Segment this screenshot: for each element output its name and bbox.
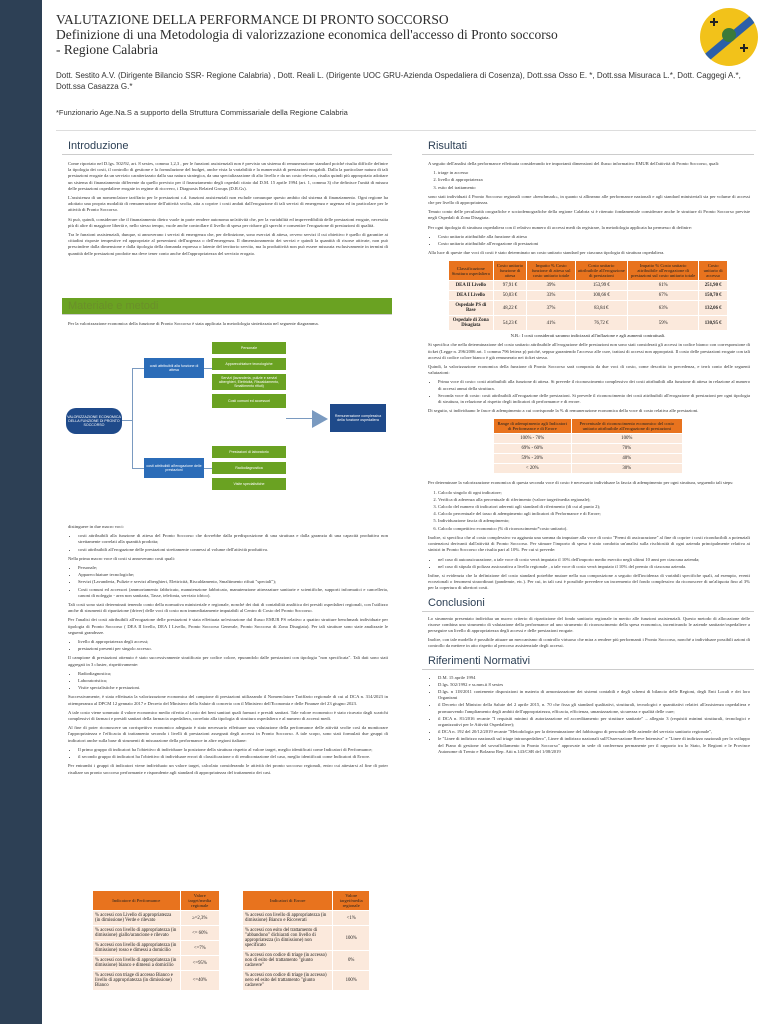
list-item: • Prima voce di costo: costi attribuibili alla funzione di attesa. Si prevede il riconoscimento complessivo dei costi attribuibili alla funzione di attesa in relazione al numero di accessi annui della struttura. <box>438 379 750 391</box>
list-item: • nel caso di autoassicurazione, a tale voce di costo verrà imputato il 10% dell'importo medio esercito negli ultimi 10 anni per ciascuna azienda; <box>438 557 750 563</box>
table-row: DEA I Livello 50,03 € 33% 100,66 € 67% 150,70 € <box>449 291 728 301</box>
evals-list <box>438 379 750 405</box>
cost-table-note: N.B.: I costi considerati saranno indicizzati all'inflazione e agli aumenti contrattuali. <box>510 333 666 339</box>
insurance-list <box>438 557 750 570</box>
table-row: % accessi con livello di appropriatezza (in dimissione) giallo/arancione e rilevato <= 60% <box>93 926 220 941</box>
methods-intro <box>62 315 392 327</box>
methods-p5: Per l'analisi dei costi attribuibili all'erogazione delle prestazioni è stata effettuata un'estrazione dal flusso EMUR PS relativo a quattro strutture benchmark individuate per tipologia di Pronto Soccorso ( DEA II livello, DEA I Livello, Pronto Soccorso Generale, Pronto Soccorso di Zona Disagiata). Per tali strutture sono state analizzate le seguenti grandezze. <box>68 617 388 635</box>
diagram-connector <box>122 420 132 421</box>
list-item: • Costi comuni ed accessori (ammortamento fabbricato, manutenzione fabbricato, manutenzione attrezzature sanitarie e scientifiche, supporti informatici e cancelleria, canoni di noleggio - area non sanitaria, Tasse, telefonia, servizio idrico). <box>78 587 388 599</box>
header-divider <box>56 130 756 131</box>
perf-header-target: Valore target/media regionale <box>180 891 219 911</box>
list-item: • il Decreto del Ministro della Salute del 2 aprile 2015, n. 70 che fissa gli standard qualitativi, strutturali, tecnologici e quantitativi relativi all'assistenza ospedaliera e promuovendo l'ampliamento degli ambiti dell'appropriatezza, efficacia, efficienza, umanizzazione, sicurezza e qualità delle cure; <box>438 702 750 714</box>
diagram-visite: Visite specialistiche <box>212 478 286 490</box>
cost-header: Costo unitario attribuibile all'erogazione di prestazioni <box>575 261 627 281</box>
list-item: • Radiodiagnostica; <box>78 671 388 677</box>
results-p3: Tenuto conto delle peculiarità orografiche e sociodemografiche della regione Calabria si è ritenuto fondamentale considerare anche le strutture di Pronto Soccorso previste negli Ospedali di Zona Disagiata. <box>428 209 750 221</box>
list-item: • D.M. 15 aprile 1994 <box>438 675 750 681</box>
methods-p2: distinguere in due macro voci: <box>68 524 124 529</box>
results-p2: sono stati individuati 4 Pronto Soccorso regionali come «benchmark», in quanto si allineano alle performance nazionali e agli standard ministeriali sia per volume di accessi che per livello di appropriatezza. <box>428 193 750 206</box>
list-item: 3. esito del trattamento <box>438 185 750 191</box>
results-p9: Per determinare la valorizzazione economica di questa seconda voce di costo è necessario individuare la fascia di adempimento per ogni struttura, seguendo tali steps: <box>428 480 734 486</box>
results-section <box>422 138 754 758</box>
table-row: % accessi con triage di accesso Bianco e livello di appropriatezza (in dimissione) Bianco <=40% <box>93 971 220 991</box>
conclusions-p2: Inoltre, con tale modello è possibile attuare un meccanismo di controllo virtuoso che mira a rendere più performanti i Pronto Soccorso, nonché a individuare possibili azioni di controllo da mettere in atto rispetto al percorso assistenziale degli accessi. <box>428 637 750 649</box>
cost-header: Impatto % Costo unitario attribuibile all'erogazione di prestazioni sul costo unitario totale <box>628 261 699 281</box>
methods-section <box>62 298 392 988</box>
results-p8: Di seguito, si individuano le fasce di adempimento a cui corrisponde la % di remunerazione economica della voce di costo relativa alle prestazioni. <box>428 408 699 414</box>
poster-title-line3: - Regione Calabria <box>56 42 158 57</box>
methods-p7: Successivamente, è stata effettuata la valorizzazione economica del campione di prestazioni utilizzando il Nomenclatore Tariffario regionale di cui al DCA n. 314/2023 in ottemperanza al DPCM 12 gennaio 2017 e Decreto del Ministero della Salute di concerto con il Ministero dell'Economia e delle Finanze del 23 giugno 2023. <box>68 694 388 706</box>
list-item: • Laboratoristica; <box>78 678 388 684</box>
defs-list <box>438 234 750 247</box>
list-item: • livello di appropriatezza degli accessi; <box>78 639 388 645</box>
diagram-laboratorio: Prestazioni di laboratorio <box>212 446 286 458</box>
cost-header: Costo unitario funzione di attesa <box>493 261 527 281</box>
list-item: 5. Individuazione fascia di adempimento; <box>438 518 750 524</box>
results-p6: Si specifica che nella determinazione del costo unitario attribuibile all'erogazione delle prestazioni non sono stati considerati gli accessi in codice bianco con corresponsione di ticket (Legge n. 296/2006 art. 1 comma 796 lettera p) poiché, seppur garantendo l'accesso alle cure, trattasi di accessi non appropriati. Il costo delle prestazioni erogate con tali accessi di codice colore bianco è già remunerato nei ticket stesso. <box>428 342 750 360</box>
cost-header: Impatto % Costo funzione di attesa sul costo unitario totale <box>527 261 575 281</box>
intro-p2: L'assistenza di un nomenclatore tariffario per le prestazioni c.d. funzioni assistenziali non esclude comunque questo ambito dal sistema di finanziamento. Ogni regione ha adottato una propria modalità di remunerazione dell'attività svolta, atta a coprire i costi andati dall'erogazione di tali servizi di emergenza e urgenza ed in particolare per le attività di Pronto Soccorso. <box>68 195 388 213</box>
band-table <box>493 418 683 474</box>
table-row: Ospedale PS di Base 48,22 € 37% 83,84 € 63% 132,06 € <box>449 301 728 316</box>
list-item: 6. Calcolo competitivo economico (% di riconoscimento*costo unitario). <box>438 526 750 532</box>
performance-indicators-table <box>92 890 220 991</box>
methods-p6: Il campione di prestazioni ottenuto è stato successivamente stratificato per codice colore, epurandolo dalle prestazioni con tipologia "non specificata". Tali dati sono stati aggregati in 3 cluster, rispettivamente: <box>68 655 388 667</box>
list-item: • prestazioni presenti per singolo accesso. <box>78 646 388 652</box>
intro-p1: Come riportato nel D.lgs. 502/92, art. 8 sexies, comma 1,2,3 , per le funzioni assistenziali non è previsto un sistema di remunerazione standard poiché risulta difficile definire la tipologia dei costi, il controllo di gestione e la formulazione del budget, anche vista la variabilità e la numerosità di prestazioni erogabili. Dalla la particolare natura di tali prestazioni erogate da un servizio caratterizzato dalla sua natura strategica, da una specializzazione di alto livello e da un costo elevato, risulta quindi più appropriato adottare un sistema di finanziamento differente da quello previsto per il finanziamento degli ospedali citato dal D.M. 15 aprile 1994 (art. 1, comma 3) che definisce l'unità di misura delle prestazioni ospedaliere erogate in regime di ricovero, i Diagnosis Related Groups (D.R.Gs). <box>68 161 388 191</box>
table-row: 100% - 70% 100% <box>494 434 683 444</box>
list-item: 1. triage in accesso <box>438 170 750 176</box>
band-header: Range di adempimento agli Indicatori di Performance e di Errore <box>494 419 572 434</box>
table-row: DEA II Livello 97,91 € 39% 153,99 € 61% 251,90 € <box>449 281 728 291</box>
methods-p10: Per entrambi i gruppi di indicatori viene individuato un valore target, calcolato considerando le attività dei pronto soccorso regionali, entro cui attestarsi al fine di poter risultare un pronto soccorso performante e rispondente agli standard di appropriatezza del trattamento dei casi. <box>68 763 388 775</box>
list-item: • le "Linee di indirizzo nazionali sul triage intraospedaliero", Linee di indirizzo nazionali sull'Osservazione Breve Intensiva" e "Linee di indirizzo nazionali per lo sviluppo del Piano di gestione del sovraffollamento in Pronto Soccorso" approvate in sede di conferenza permanente per il rapporto tra lo Stato, le Regioni e le Province Autonome di Trento e Bolzano Rep. Atti n.143/CSR del 1/08/2019 <box>438 736 750 755</box>
poster-title-line2: Definizione di una Metodologia di valorizzazione economica dell'accesso di Pronto soccorso <box>56 27 558 42</box>
methods-p9: Al fine di poter riconoscere un corrispettivo economico adeguato è stato necessario effettuare una valutazione della performance delle attività svolte così da monitorare l'appropriatezza e l'efficacia di trattamento secondo i livelli di prestazioni assegnati degli accessi in Pronto Soccorso. A tale scopo, sono stati formulati due gruppi di indicatori anche sulla base di strumenti di misurazione della performance in altre regioni italiane: <box>68 725 388 743</box>
methods-p1: Per la valorizzazione economica della funzione di Pronto Soccorso è stata applicata la metodologia sintetizzata nel seguente diagramma. <box>68 321 319 326</box>
list-item: • costi attribuibili alla funzione di attesa del Pronto Soccorso che dovrebbe dalla predisposizione di una struttura e dalla garanzia di una capacità produttiva non strettamente correlati alla quantità prodotta; <box>78 533 388 545</box>
cost-header: Costo unitario di accesso <box>699 261 728 281</box>
table-row: % accessi con livello di appropriatezza (in dimissione) bianco e dimessi a domicilio <=95% <box>93 956 220 971</box>
results-p5: Alla luce di queste due voci di costi è stato determinato un costo unitario standard per ciascuna tipologia di struttura ospedaliera. <box>428 250 665 256</box>
results-p1: A seguito dell'analisi della performance effettuata considerando tre importanti dimensioni del flusso informativo EMUR dell'attività di Pronto Soccorso, quali: <box>428 161 720 166</box>
list-item: • Visite specialistiche e prestazioni. <box>78 685 388 691</box>
list-item: • il secondo gruppo di indicatori ha l'obiettivo di individuare errori di classificazione o di rendicontazione del caso, meglio identificati come Indicatori di Errore. <box>78 754 388 760</box>
list-item: • Apparecchiature tecnologiche; <box>78 572 388 578</box>
intro-p4: Tra le funzioni assistenziali, dunque, si annoverano i servizi di emergenza che, per definizione, sono esercizi di attesa, ovvero servizi il cui obiettivo è quello di garantire ai cittadini risposte tempestive ed appropriate al presentarsi dell'urgenza o dell'emergenza. Il dimensionamento dei servizi e quindi la quantità di risorse attivate, non può prescindere dalla dimensione e dalla tipologia della domanda espressa o latente del territorio servito, ma la produttività non può essere misurata esclusivamente in termini di quantità delle prestazioni prodotte ma deve tener conto anche dell'appropriatezza del servizio erogato. <box>68 232 388 256</box>
groups-list <box>78 747 388 760</box>
results-title: Risultati <box>422 138 754 155</box>
conclusions-body <box>422 612 754 650</box>
results-body-mid <box>422 338 754 414</box>
table-row: % accessi con Livello di appropriatezza (in dimissione) Verde e rilevato ≥=2,3% <box>93 911 220 926</box>
intro-body <box>62 155 392 257</box>
list-item: 1. Calcolo singolo di ogni indicatore; <box>438 490 750 496</box>
results-body-top <box>422 155 754 256</box>
table-row: Ospedale di Zona Disagiata 54,23 € 41% 76,72 € 59% 130,95 € <box>449 316 728 331</box>
list-item: 2. Verifica di aderenza alla percentuale di riferimento (valore target/media regionale); <box>438 497 750 503</box>
diagram-connector <box>132 368 133 468</box>
perf-header-indicator: Indicatore di Performance <box>93 891 181 911</box>
band-header: Percentuale di riconoscimento economico del costo unitario attribuibile all'erogazione di prestazioni <box>571 419 682 434</box>
costs-list <box>78 565 388 599</box>
table-row: % accessi con livello di appropriatezza (in dimissione) Bianco e Ricoverati <1% <box>243 911 370 926</box>
intro-title: Introduzione <box>62 138 392 155</box>
err-header-target: Valore target/media regionale <box>333 891 370 911</box>
cost-header: Classificazione Struttura ospedaliera <box>449 261 494 281</box>
list-item: • Costo unitario attribuibile all'erogazione di prestazioni <box>438 241 750 247</box>
diagram-connector <box>204 368 212 369</box>
table-row: < 20% 30% <box>494 464 683 474</box>
results-p4: Per ogni tipologia di struttura ospedaliera con il relativo numero di accessi medi da registrare, la metodologia applicata ha permesso di definire: <box>428 224 693 230</box>
diagram-costi-comuni: Costi comuni ed accessori <box>212 394 286 408</box>
diagram-servizi: Servizi (lavanderia, pulizie e servizi alberghieri, Elettricità, Riscaldamento, Smaltimento rifiuti) <box>212 374 286 390</box>
steps-list <box>438 490 750 532</box>
table-row: % accessi con esito del trattamento di "abbandono" dichiarati con livello di appropriatezza (in dimissione) non specificato 100% <box>243 926 370 951</box>
table-row: % accessi con codice di triage (in accesso) non di esito del trattamento "giunto cadavere" 0% <box>243 951 370 971</box>
diagram-radiodiagnostica: Radiodiagnostica <box>212 462 286 474</box>
methods-p4: Tali costi sono stati determinati tenendo conto della normativa ministeriale e regionale, nonché dei dati di contabilità analitica dei presidi ospedalieri regionali, con l'utilizzo anche di strumenti di ripartizione (driver) delle voci di costo non immediatamente imputabili al Centro di Costo del Pronto Soccorso. <box>68 602 388 614</box>
methods-p3: Nella prima macro voce di costi si annoverano costi quali: <box>68 555 176 561</box>
logo-crosses-icon <box>700 8 758 66</box>
references-title: Riferimenti Normativi <box>422 653 754 670</box>
results-p11: Infine, si evidenzia che la definizione del costo standard potrebbe mutare nella sua composizione a seguito dell'incidenza di variabili specifiche quali, ad esempio, eventi eccezionali o fenomeni straordinari (pandemie, etc.). Per cui, in tali casi è possibile prevedere un incremento del fondo complessivo da riconoscere di un'aliquota fino al 3% per la copertura di ulteriori costi. <box>428 572 750 591</box>
list-item: • D.lgs. 502/1992 e ss.mm.ii 8 sexies <box>438 682 750 688</box>
diagram-arrow-icon <box>312 410 328 428</box>
diagram-connector <box>204 468 212 469</box>
diagram-service-costs: costi attribuibili all'erogazione delle prestazioni <box>144 458 204 478</box>
conclusions-p1: Lo strumento presentato individua un nuovo criterio di ripartizione del fondo sanitario regionale in merito alle funzioni assistenziali. Questo metodo di allocazione delle risorse combina uno strumento di valutazione della performance ad uno strumento di riconoscimento della spesa economica, incentivando le aziende sanitarie/ospedaliere a perseguire un livello di appropriatezza degli accessi e delle prestazioni erogate. <box>428 615 750 633</box>
intro-p3: Si può, quindi, considerare che il finanziamento dietro vuole in parte rendere autonoma un'attività che, per la variabilità ed imprevedibilità delle prestazioni erogate, necessita più di altre di maggiore libertà e, nello stesso tempo, vuole anche controllare il livello di spesa per ridurre gli sprechi e consentire l'erogazione di prestazioni di qualità. <box>68 216 388 228</box>
methods-p8: A tale costo viene sommato il valore economico medio riferito al costo dei beni sanitari quali farmaci e presidi sanitari. Tale valore economico è stato ricavato dagli scarichi complessivi di farmaci e presidi sanitari della farmacia ospedaliera, correlato alla tipologia di struttura ospedaliera e al numero di accessi medi. <box>68 709 388 722</box>
error-indicators-table <box>242 890 370 991</box>
methods-body <box>68 524 388 779</box>
diagram-apparecchiature: Apparecchiature tecnologiche <box>212 358 286 370</box>
table-row: % accessi con livello di appropriatezza (in dimissione) rosso e dimessi a domicilio <=7% <box>93 941 220 956</box>
list-item: • il DCA n. 192 del 20/12/2019 recante "Metodologia per la determinazione del fabbisogno di personale delle aziende del servizio sanitario regionale", <box>438 729 750 735</box>
diagram-root: VALORIZZAZIONE ECONOMICA DELLA FUNZIONE DI PRONTO SOCCORSO <box>66 408 122 434</box>
conclusions-title: Conclusioni <box>422 595 754 612</box>
left-sidebar-band <box>0 0 42 1024</box>
table-row: 69% - 60% 70% <box>494 444 683 454</box>
list-item: • Personale; <box>78 565 388 571</box>
clusters-list <box>78 671 388 692</box>
diagram-connector <box>132 368 144 369</box>
err-header-indicator: Indicatori di Errore <box>243 891 333 911</box>
list-item: • Servizi (Lavanderia, Pulizie e servizi alberghieri, Elettricità, Riscaldamento, Smaltimento rifiuti "speciali"); <box>78 579 388 585</box>
poster-header <box>56 12 696 57</box>
intro-section <box>62 138 392 260</box>
affiliation: *Funzionario Age.Na.S a supporto della Struttura Commissariale della Regione Calabria <box>56 108 348 117</box>
list-item: 2. livello di appropriatezza <box>438 177 750 183</box>
list-item: • Seconda voce di costo: costi attribuibili all'erogazione delle prestazioni. Si prevede il riconoscimento dei costi attribuibili all'erogazione di prestazioni per ogni tipologia di struttura, in relazione al rispetto degli indicatori di performance e di errore. <box>438 393 750 405</box>
methodology-diagram <box>62 338 392 508</box>
list-item: • il DCA n. 81/2016 recante "I requisiti minimi di autorizzazione ed accreditamento per strutture sanitarie" – allegato 3 (requisiti minimi strutturali, tecnologici e organizzativi per le Attività Ospedaliere); <box>438 716 750 728</box>
diagram-wait-costs: costi attribuibili alla funzione di attesa <box>144 358 204 378</box>
regione-calabria-logo <box>700 8 758 66</box>
list-item: • Il primo gruppo di indicatori ha l'obiettivo di individuare la posizione della struttura rispetto al valore target, meglio identificati come Indicatori di Performance; <box>78 747 388 753</box>
macro-list <box>78 533 388 553</box>
sizes-list <box>78 639 388 652</box>
references-body <box>422 670 754 755</box>
list-item: 4. Calcolo percentuale del tasso di adempimento agli indicatori di Performance e di Errore; <box>438 511 750 517</box>
table-row: % accessi con codice di triage (in accesso) nero ed esito del trattamento "giunto cadavere" 100% <box>243 971 370 991</box>
poster-title-line1: VALUTAZIONE DELLA PERFORMANCE DI PRONTO SOCCORSO <box>56 12 449 27</box>
diagram-personale: Personale <box>212 342 286 354</box>
cost-table <box>448 260 728 331</box>
list-item: • D.lgs. n 118/2011 contenente disposizioni in materia di armonizzazione dei sistemi contabili e degli schemi di bilancio delle Regioni, degli Enti Locali e dei loro Organismi <box>438 689 750 701</box>
diagram-result: Remunerazione complessiva della funzione ospedaliera <box>330 404 386 432</box>
references-list <box>438 675 750 755</box>
list-item: • Costo unitario attribuibile alla funzione di attesa <box>438 234 750 240</box>
authors: Dott. Sestito A.V. (Dirigente Bilancio SSR- Regione Calabria) , Dott. Reali L. (Dirigente UOC GRU-Azienda Ospedaliera di Cosenza), Dott.ssa Osso E. *, Dott.ssa Misuraca L.*, Dott. Caggegi A.*, Dott.ssa Casazza G.* <box>56 71 741 91</box>
list-item: • nel caso di stipula di polizza assicurativa a livello regionale , a tale voce di costo verrà imputato il 10% del premio di ciascuna azienda. <box>438 564 750 570</box>
list-item: • costi attribuibili all'erogazione delle prestazioni strettamente connessi al volume dell'attività produttiva. <box>78 547 388 553</box>
list-item: 3. Calcolo del numero di indicatori aderenti agli standard di riferimento (di cui al punto 2); <box>438 504 750 510</box>
results-p10: Inoltre, si specifica che al costo complessivo va aggiunta una somma da imputare alla voce di costo "Premi di assicurazione" al fine di coprire i costi riconducibili a potenziali contenziosi derivanti dall'attività di Pronto Soccorso. Per stimare l'importo di spesa è stato condotta un'analisi sulla rischiosità di ogni azienda principalmente relativa ai sinistri in Pronto Soccorso che risulta pari al 10%. Per cui si prevede: <box>428 534 750 553</box>
diagram-connector <box>132 468 144 469</box>
dims-list <box>438 170 750 191</box>
results-body-bottom <box>422 474 754 591</box>
results-p7: Quindi, la valorizzazione economica della funzione di Pronto Soccorso sarà composta da due voci di costo, come descritto in precedenza, e terrà conto delle seguenti valutazioni: <box>428 364 750 376</box>
table-row: 59% - 20% 40% <box>494 454 683 464</box>
methods-title: Materiale e metodi <box>62 298 392 315</box>
